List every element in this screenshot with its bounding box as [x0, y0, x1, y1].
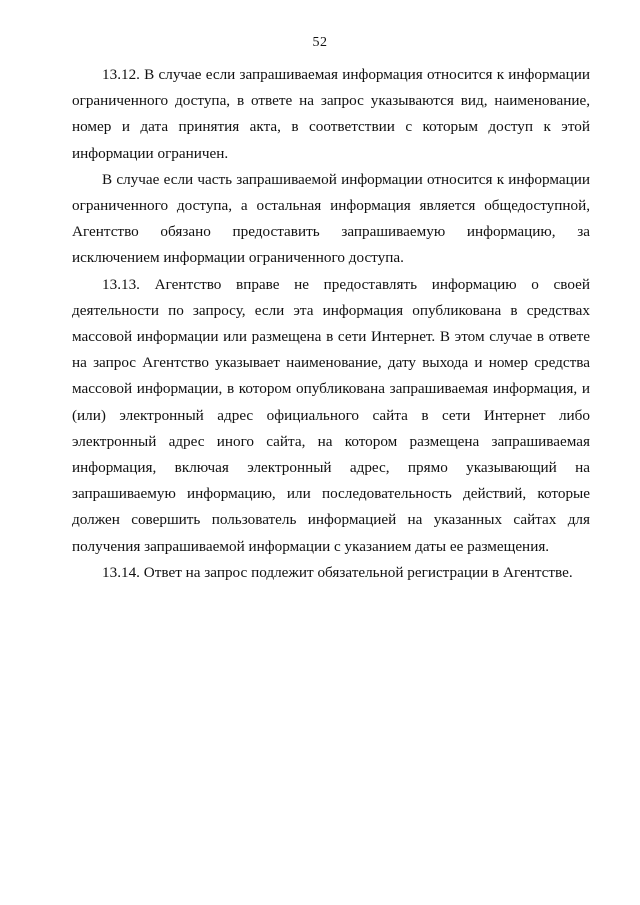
document-body	[72, 62, 590, 586]
paragraph-13-12-continued: В случае если часть запрашиваемой информации относится к информации ограниченного доступа, а остальная информация является общедоступной, Агентство обязано предоставить запрашиваемую информацию, за исключением информации ограниченного доступа.	[72, 170, 590, 267]
paragraph-13-12: 13.12. В случае если запрашиваемая информация относится к информации ограниченного доступа, в ответе на запрос указываются вид, наименование, номер и дата принятия акта, в соответствии с которым доступ к этой информации ограничен.	[72, 66, 590, 162]
paragraph-13-14: 13.14. Ответ на запрос подлежит обязательной регистрации в Агентстве.	[102, 563, 573, 581]
page-number: 52	[312, 35, 328, 50]
paragraph-13-13: 13.13. Агентство вправе не предоставлять информацию о своей деятельности по запросу, если эта информация опубликована в средствах массовой информации или размещена в сети Интернет. В этом случае в ответе на запрос Агентство указывает наименование, дату выхода и номер средства массовой информации, в котором опубликована запрашиваемая информация, и (или) электронный адрес официального сайта в сети Интернет либо электронный адрес иного сайта, на котором размещена запрашиваемая информация, включая электронный адрес, прямо указывающий на запрашиваемую информацию, или последовательность действий, которые должен совершить пользователь информацией на указанных сайтах для получения запрашиваемой информации с указанием даты ее размещения.	[72, 275, 590, 555]
